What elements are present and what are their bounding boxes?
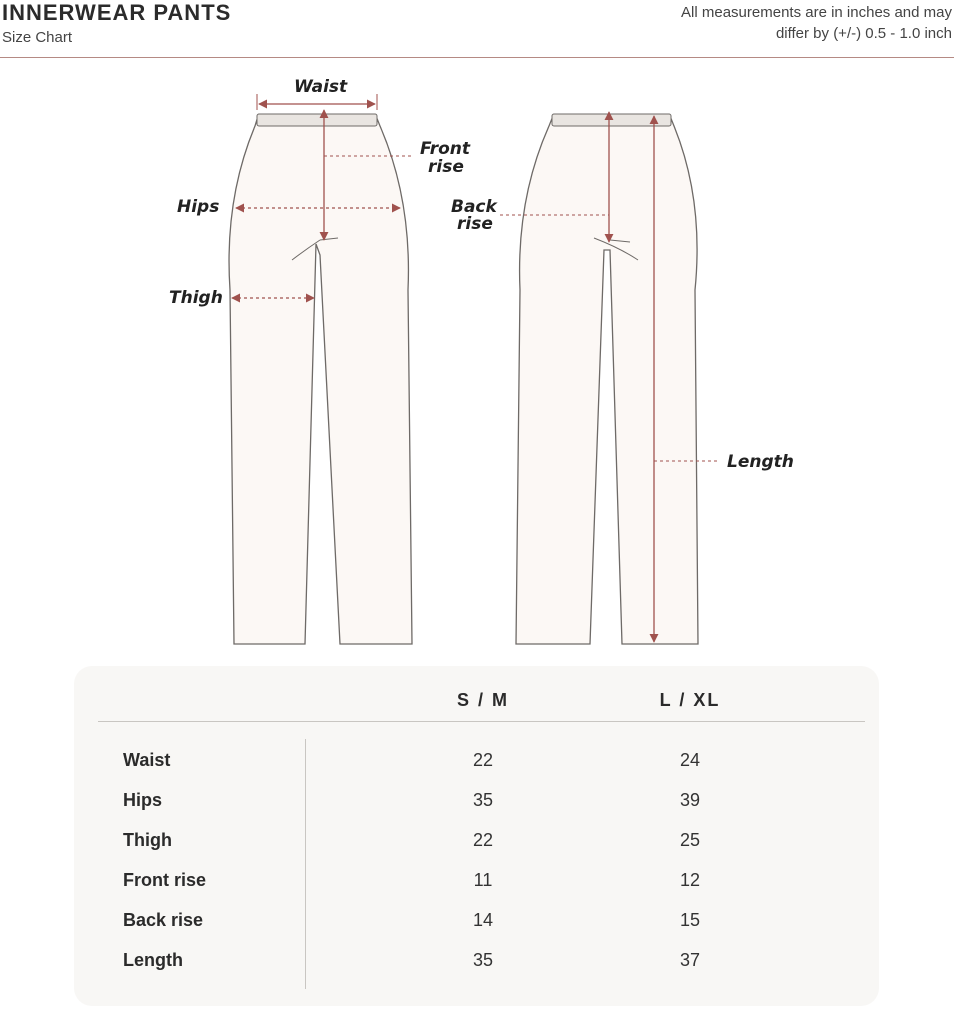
pants-diagram — [0, 60, 954, 660]
cell-l-xl: 15 — [679, 910, 701, 930]
row-label: Hips — [123, 790, 163, 810]
page-title: INNERWEAR PANTS — [2, 0, 232, 25]
cell-l-xl: 24 — [679, 750, 701, 770]
label-back-rise-line2: rise — [457, 214, 493, 234]
table-header-divider — [98, 721, 865, 722]
header — [0, 0, 954, 58]
front-waistband — [257, 114, 377, 126]
cell-s-m: 22 — [472, 830, 494, 850]
column-header-l-xl: L / XL — [659, 690, 721, 710]
label-hips: Hips — [177, 197, 220, 217]
table-row — [0, 902, 954, 942]
label-back-rise-line1: Back — [451, 197, 497, 217]
cell-l-xl: 39 — [679, 790, 701, 810]
cell-l-xl: 25 — [679, 830, 701, 850]
row-label: Thigh — [123, 830, 172, 850]
cell-l-xl: 12 — [679, 870, 701, 890]
cell-s-m: 35 — [472, 950, 494, 970]
table-row — [0, 862, 954, 902]
measurement-note: All measurements are in inches and may differ by (+/-) 0.5 - 1.0 inch — [681, 4, 952, 42]
cell-s-m: 14 — [472, 910, 494, 930]
row-label: Front rise — [123, 870, 207, 890]
size-table-rows — [0, 742, 954, 982]
front-pants-illustration — [229, 114, 412, 644]
row-label: Waist — [123, 750, 171, 770]
table-row — [0, 822, 954, 862]
table-row — [0, 742, 954, 782]
back-pants-illustration — [516, 114, 698, 644]
column-header-s-m: S / M — [456, 690, 509, 710]
row-label: Back rise — [123, 910, 204, 930]
cell-s-m: 11 — [473, 870, 493, 890]
cell-l-xl: 37 — [679, 950, 701, 970]
label-thigh: Thigh — [169, 288, 223, 308]
back-waistband — [552, 114, 671, 126]
table-row — [0, 782, 954, 822]
label-length: Length — [727, 452, 794, 472]
cell-s-m: 22 — [472, 750, 494, 770]
header-divider — [0, 57, 954, 58]
label-front-rise-line2: rise — [428, 157, 464, 177]
row-label: Length — [123, 950, 183, 970]
page-subtitle: Size Chart — [2, 29, 73, 46]
cell-s-m: 35 — [472, 790, 494, 810]
table-row — [0, 942, 954, 982]
label-front-rise-line1: Front — [420, 139, 471, 159]
label-waist: Waist — [294, 77, 348, 97]
